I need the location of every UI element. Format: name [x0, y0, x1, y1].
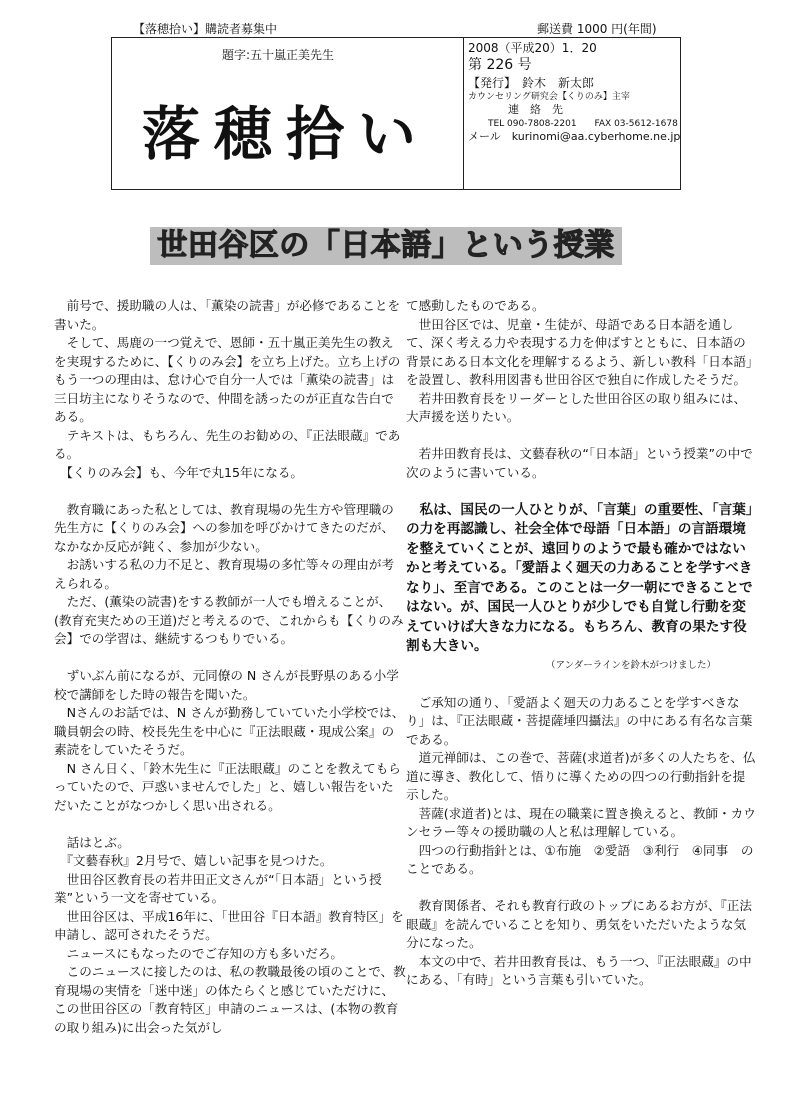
issue-number: 第 226 号	[468, 57, 532, 74]
masthead-info	[468, 40, 680, 191]
masthead-title-area	[112, 38, 463, 189]
spacer	[406, 427, 756, 446]
paragraph: 四つの行動指針とは、①布施 ②愛語 ③利行 ④同事 のことである。	[406, 842, 754, 876]
paragraph: 前号で、援助職の人は、「薫染の読書」が必修であることを書いた。	[54, 298, 401, 332]
spacer	[54, 649, 406, 668]
paragraph: 教育関係者、それも教育行政のトップにあるお方が、『正法眼蔵』を読んでいることを知り、勇気をいただいたような気分になった。	[406, 898, 752, 950]
paragraph: 『文藝春秋』2月号で、嬉しい記事を見つけた。	[54, 853, 333, 868]
issue-date: 2008（平成20）1．20	[468, 41, 597, 55]
newsletter-logo	[132, 98, 452, 168]
quoted-passage: 私は、国民の一人ひとりが、「言葉」の重要性、「言葉」の力を再認識し、社会全体で母語「日本語」の言語環境を整えていくことが、遠回りのようで最も確かではないかと考えている。「愛語よく廻天の力あることを学すべきなり」、至言である。このことは一夕一朝にできることではない。が、国民一人ひとりが少しでも自覚し行動を変えていけば大きな力になる。もちろん、教育の果たす役割も大きい。	[406, 501, 753, 654]
paragraph: 【くりのみ会】も、今年で丸15年になる。	[54, 464, 304, 480]
paragraph: お誘いする私の力不足と、教育現場の多忙等々の理由が考えられる。	[54, 557, 395, 591]
spacer	[406, 482, 756, 501]
spacer	[54, 482, 406, 501]
paragraph: そして、馬鹿の一つ覚えで、恩師・五十嵐正美先生の教えを実現するために、【くりのみ会】を立ち上げた。立ち上げのもう一つの理由は、怠け心で自分一人では「薫染の読書」は三日坊主になりそうなので、仲間を誘ったのが正直な告白である。	[54, 335, 401, 424]
paragraph: 話はとぶ。	[54, 834, 130, 850]
logo-text: 落穂拾い	[142, 100, 431, 168]
paragraph: N さん日く、「鈴木先生に『正法眼蔵』のことを教えてもらっていたので、戸惑いませんでした」と、嬉しい報告をいただいたことがなつかしく思い出される。	[54, 760, 401, 813]
paragraph: このニュースに接したのは、私の教職最後の頃のことで、教育現場の実情を「迷中迷」の体たらくと感じていただけに、この世田谷区の「教育特区」申請のニュースは、(本物の教育の取り組み)に出会った気がし	[54, 964, 406, 1035]
paragraph: テキストは、もちろん、先生のお勧めの、『正法眼蔵』である。	[54, 427, 401, 461]
paragraph: ニュースにもなったのでご存知の方も多いだろ。	[54, 945, 344, 961]
publisher: 【発行】 鈴木 新太郎	[468, 76, 595, 91]
headline: 世田谷区の「日本語」という授業	[157, 228, 615, 263]
tel-fax: TEL 090-7808-2201 FAX 03-5612-1678	[488, 119, 678, 130]
spacer	[406, 675, 756, 694]
masthead	[111, 37, 681, 190]
paragraph: 世田谷区では、児童・生徒が、母語である日本語を通して、深く考える力や表現する力を伸ばすとともに、日本語の背景にある日本文化を理解するるよう、新しい教科「日本語」を設置し、教科用図書も世田谷区で独自に作成したそうだ。	[406, 316, 753, 387]
paragraph: 若井田教育長は、文藝春秋の“「日本語」という授業”の中で次のように書いている。	[406, 446, 753, 480]
paragraph: 若井田教育長をリーダーとした世田谷区の取り組みには、大声援を送りたい。	[406, 390, 747, 424]
left-column	[54, 297, 406, 1037]
subscription-notice: 【落穂拾い】購読者募集中	[133, 22, 278, 36]
paragraph: 教育職にあった私としては、教育現場の先生方や管理職の先生方に【くりのみ会】への参加を呼びかけてきたのだが、なかなか反応が鈍く、参加が少ない。	[54, 501, 395, 554]
paragraph: ただ、(薫染の読書)をする教師が一人でも増えることが、(教育充実ための王道)だと考えるので、これからも【くりのみ会】での学習は、継続するつもりでいる。	[54, 594, 404, 646]
spacer	[406, 879, 756, 898]
underline-note: （アンダーラインを鈴木がつけました）	[546, 659, 716, 671]
spacer	[54, 815, 406, 834]
calligraphy-credit: 題字:五十嵐正美先生	[222, 48, 335, 62]
postage-notice: 郵送費 1000 円(年間)	[537, 22, 657, 36]
paragraph: ご承知の通り、「愛語よく廻天の力あることを学すべきなり」は、『正法眼蔵・菩提薩埵四攝法』の中にある有名な言葉である。	[406, 694, 753, 747]
email[interactable]: メール kurinomi@aa.cyberhome.ne.jp	[468, 130, 681, 144]
paragraph: Nさんのお話では、N さんが勤務していていた小学校では、職員朝会の時、校長先生を中心に『正法眼蔵・現成公案』の素読をしていたそうだ。	[54, 705, 405, 757]
paragraph: 菩薩(求道者)とは、現在の職業に置き換えると、教師・カウンセラー等々の援助職の人と私は理解している。	[406, 805, 756, 839]
organization: カウンセリング研究会【くりのみ】主宰	[468, 92, 630, 103]
paragraph: 本文の中で、若井田教育長は、もう一つ、『正法眼蔵』の中にある、「有時」という言葉も引いていた。	[406, 953, 752, 987]
paragraph: 道元禅師は、この巻で、菩薩(求道者)が多くの人たちを、仏道に導き、教化して、悟りに導くための四つの行動指針を提示した。	[406, 750, 756, 802]
paragraph: 世田谷区は、平成16年に、「世田谷『日本語』教育特区」を申請し、認可されたそうだ。	[54, 908, 404, 942]
paragraph: ずいぶん前になるが、元同僚の N さんが長野県のある小学校で講師をした時の報告を聞いた。	[54, 668, 399, 702]
contact-label: 連 絡 先	[508, 103, 563, 117]
masthead-divider	[463, 38, 464, 189]
paragraph: 世田谷区教育長の若井田正文さんが“「日本語」という授業”という一文を寄せている。	[54, 871, 382, 905]
paragraph: て感動したものである。	[406, 298, 545, 313]
headline-banner	[150, 227, 622, 265]
right-column	[406, 297, 756, 990]
